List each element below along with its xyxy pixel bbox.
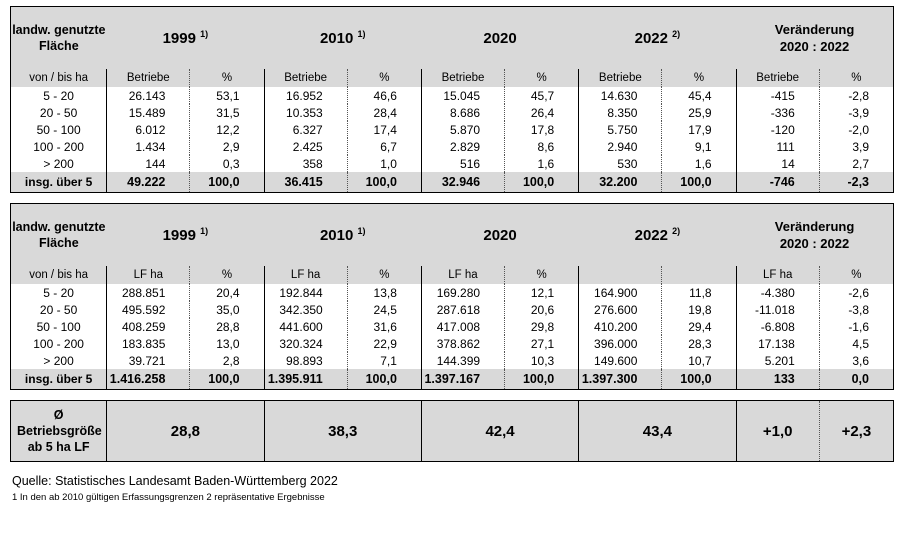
total-cell: 32.946 [421,172,504,193]
table-lf-ha [10,203,894,390]
table1-header-2022-year: 2022 [634,30,668,47]
cell: -4.380 [736,284,819,301]
table2-header-1999-sup: 1) [200,226,209,236]
table1-header-2010-year: 2010 [319,30,354,47]
cell: 9,1 [662,138,736,155]
cell: -2,6 [819,284,893,301]
row-label: 20 - 50 [11,301,107,318]
table2-header-row [11,204,894,267]
cell: 19,8 [662,301,736,318]
table1-sub-5: Betriebe [421,69,504,87]
cell: 31,5 [190,104,264,121]
table2-header-change-line2: 2020 : 2022 [779,236,850,251]
cell: 2,7 [819,155,893,172]
table2-sub-1: LF ha [107,266,190,284]
row-label: 5 - 20 [11,284,107,301]
cell: -120 [736,121,819,138]
cell: 12,1 [505,284,579,301]
cell: 6,7 [347,138,421,155]
cell: 5.870 [421,121,504,138]
cell: 8.686 [421,104,504,121]
cell: 17,8 [505,121,579,138]
table2-sub-6: % [505,266,579,284]
cell: 342.350 [264,301,347,318]
cell: 358 [264,155,347,172]
table2-sub-2: % [190,266,264,284]
cell: 276.600 [579,301,662,318]
table2-header-2022-year: 2022 [634,227,668,244]
cell: 6.012 [107,121,190,138]
cell: 26,4 [505,104,579,121]
cell: 111 [736,138,819,155]
table2-header-change-line1: Veränderung [774,219,855,234]
cell: 144 [107,155,190,172]
average-change-abs: +1,0 [736,401,819,462]
table1-header-2022 [579,7,736,70]
table-row [11,121,894,138]
cell: 530 [579,155,662,172]
total-cell: 100,0 [505,369,579,390]
cell: 0,3 [190,155,264,172]
row-label: 5 - 20 [11,87,107,104]
cell: 3,9 [819,138,893,155]
average-2022: 43,4 [579,401,736,462]
average-2010: 38,3 [264,401,421,462]
cell: 25,9 [662,104,736,121]
table2-header-2022 [579,204,736,267]
row-label: > 200 [11,155,107,172]
cell: 516 [421,155,504,172]
total-cell: -2,3 [819,172,893,193]
row-label: 50 - 100 [11,318,107,335]
cell: -11.018 [736,301,819,318]
cell: 320.324 [264,335,347,352]
cell: 192.844 [264,284,347,301]
total-cell: 100,0 [347,172,421,193]
table-row [11,335,894,352]
cell: 20,6 [505,301,579,318]
row-label: 100 - 200 [11,335,107,352]
cell: 3,6 [819,352,893,369]
cell: -3,8 [819,301,893,318]
total-label: insg. über 5 [11,369,107,390]
cell: 46,6 [347,87,421,104]
total-cell: 36.415 [264,172,347,193]
row-label: 50 - 100 [11,121,107,138]
total-cell: 1.397.167 [421,369,504,390]
cell: 1.434 [107,138,190,155]
table1-header-row [11,7,894,70]
cell: 28,8 [190,318,264,335]
average-label: Ø Betriebsgröße ab 5 ha LF [11,401,107,462]
cell: 12,2 [190,121,264,138]
cell: 29,8 [505,318,579,335]
table1-sub-0: von / bis ha [11,69,107,87]
cell: -3,9 [819,104,893,121]
cell: 164.900 [579,284,662,301]
table2-header-1999-year: 1999 [162,227,196,244]
table1-header-change-line1: Veränderung [774,22,855,37]
cell: 45,4 [662,87,736,104]
source-text: Quelle: Statistisches Landesamt Baden-Württemberg 2022 [12,474,338,488]
cell: 2.425 [264,138,347,155]
table1-sub-9: Betriebe [736,69,819,87]
table-row [11,104,894,121]
table1-sub-2: % [190,69,264,87]
table2-header-2020 [421,204,578,267]
cell: -336 [736,104,819,121]
cell: 441.600 [264,318,347,335]
cell: 31,6 [347,318,421,335]
total-cell: -746 [736,172,819,193]
table-row [11,301,894,318]
footnote-text: 1 In den ab 2010 gültigen Erfassungsgrenzen 2 repräsentative Ergebnisse [12,492,325,503]
cell: 2.940 [579,138,662,155]
cell: -415 [736,87,819,104]
table2-sub-3: LF ha [264,266,347,284]
table1-sub-3: Betriebe [264,69,347,87]
table1-sub-10: % [819,69,893,87]
cell: 17.138 [736,335,819,352]
cell: 17,9 [662,121,736,138]
cell: 5.201 [736,352,819,369]
table1-header-1999-year: 1999 [162,30,196,47]
table2-sub-10: % [819,266,893,284]
cell: -6.808 [736,318,819,335]
table1-header-change [736,7,893,70]
cell: 408.259 [107,318,190,335]
total-cell: 100,0 [662,172,736,193]
table1-header-2022-sup: 2) [672,29,681,39]
table2-sub-4: % [347,266,421,284]
table2-header-2010-sup: 1) [357,226,366,236]
table1-sub-4: % [347,69,421,87]
cell: -2,8 [819,87,893,104]
cell: 26.143 [107,87,190,104]
cell: 410.200 [579,318,662,335]
table-row [11,87,894,104]
table1-total-row [11,172,894,193]
cell: 20,4 [190,284,264,301]
cell: 5.750 [579,121,662,138]
table1-header-change-line2: 2020 : 2022 [779,39,850,54]
cell: 2.829 [421,138,504,155]
cell: 14 [736,155,819,172]
cell: 396.000 [579,335,662,352]
total-cell: 100,0 [190,172,264,193]
table2-header-2020-year: 2020 [483,226,517,244]
total-cell: 100,0 [662,369,736,390]
cell: 15.045 [421,87,504,104]
cell: 27,1 [505,335,579,352]
table2-header-2022-sup: 2) [672,226,681,236]
cell: 10,7 [662,352,736,369]
cell: 1,0 [347,155,421,172]
cell: 183.835 [107,335,190,352]
cell: 35,0 [190,301,264,318]
cell: -1,6 [819,318,893,335]
cell: 28,4 [347,104,421,121]
table2-header-2010 [264,204,421,267]
total-cell: 133 [736,369,819,390]
cell: 24,5 [347,301,421,318]
cell: 8.350 [579,104,662,121]
cell: 8,6 [505,138,579,155]
row-label: 100 - 200 [11,138,107,155]
table2-header-label: landw. genutzte Fläche [11,204,107,267]
cell: 22,9 [347,335,421,352]
table-row [11,284,894,301]
table1-sub-7: Betriebe [579,69,662,87]
cell: 14.630 [579,87,662,104]
table1-header-label: landw. genutzte Fläche [11,7,107,70]
cell: 17,4 [347,121,421,138]
table2-sub-7 [579,266,662,284]
table-row [11,155,894,172]
average-2020: 42,4 [421,401,578,462]
table1-subheader-row [11,69,894,87]
cell: 10,3 [505,352,579,369]
cell: 2,8 [190,352,264,369]
table1-header-2010 [264,7,421,70]
cell: 288.851 [107,284,190,301]
table-average-farm-size [10,400,894,462]
table2-sub-8 [662,266,736,284]
cell: 169.280 [421,284,504,301]
table1-header-2020 [421,7,578,70]
total-cell: 100,0 [190,369,264,390]
cell: 15.489 [107,104,190,121]
cell: 149.600 [579,352,662,369]
table-row [11,318,894,335]
table-row [11,352,894,369]
cell: 495.592 [107,301,190,318]
table2-subheader-row [11,266,894,284]
cell: -2,0 [819,121,893,138]
table2-header-1999 [107,204,264,267]
cell: 16.952 [264,87,347,104]
total-cell: 100,0 [505,172,579,193]
cell: 53,1 [190,87,264,104]
average-1999: 28,8 [107,401,264,462]
cell: 7,1 [347,352,421,369]
total-cell: 0,0 [819,369,893,390]
cell: 6.327 [264,121,347,138]
cell: 13,8 [347,284,421,301]
total-cell: 1.397.300 [579,369,662,390]
total-cell: 1.416.258 [107,369,190,390]
table-betriebe [10,6,894,193]
cell: 13,0 [190,335,264,352]
table1-header-1999 [107,7,264,70]
row-label: 20 - 50 [11,104,107,121]
total-cell: 100,0 [347,369,421,390]
cell: 417.008 [421,318,504,335]
total-label: insg. über 5 [11,172,107,193]
total-cell: 32.200 [579,172,662,193]
cell: 29,4 [662,318,736,335]
cell: 287.618 [421,301,504,318]
cell: 39.721 [107,352,190,369]
table2-sub-0: von / bis ha [11,266,107,284]
cell: 144.399 [421,352,504,369]
cell: 4,5 [819,335,893,352]
cell: 1,6 [662,155,736,172]
row-label: > 200 [11,352,107,369]
table2-total-row [11,369,894,390]
table2-sub-5: LF ha [421,266,504,284]
table1-sub-6: % [505,69,579,87]
cell: 11,8 [662,284,736,301]
cell: 1,6 [505,155,579,172]
table-row [11,138,894,155]
table2-header-2010-year: 2010 [319,227,354,244]
cell: 2,9 [190,138,264,155]
average-change-pct: +2,3 [819,401,893,462]
table2-header-change [736,204,893,267]
table2-sub-9: LF ha [736,266,819,284]
cell: 378.862 [421,335,504,352]
table1-sub-1: Betriebe [107,69,190,87]
cell: 98.893 [264,352,347,369]
cell: 28,3 [662,335,736,352]
table1-header-1999-sup: 1) [200,29,209,39]
table1-sub-8: % [662,69,736,87]
cell: 45,7 [505,87,579,104]
total-cell: 49.222 [107,172,190,193]
cell: 10.353 [264,104,347,121]
total-cell: 1.395.911 [264,369,347,390]
table1-header-2010-sup: 1) [357,29,366,39]
average-row [11,401,894,462]
table1-header-2020-year: 2020 [483,29,517,47]
